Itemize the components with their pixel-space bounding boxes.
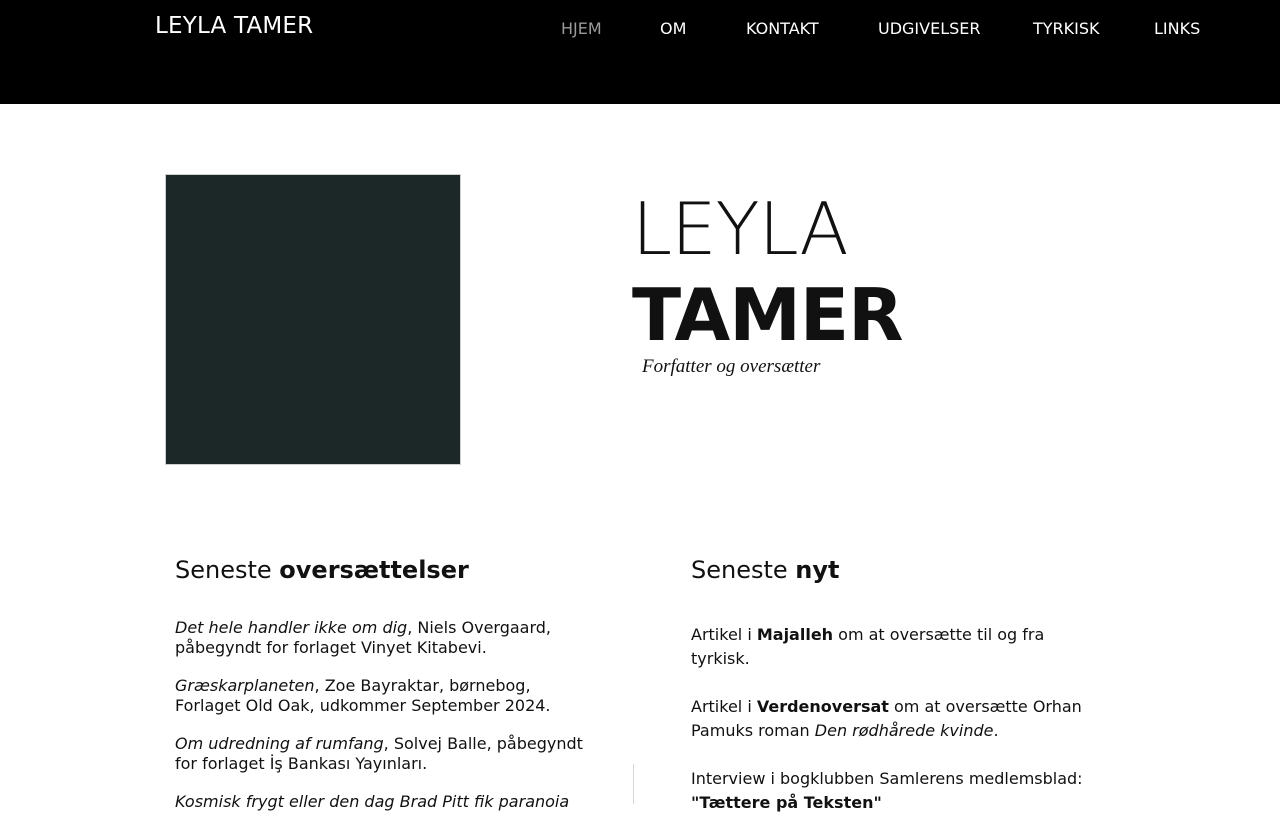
nav-item-kontakt[interactable]: KONTAKT <box>746 19 819 38</box>
translations-heading-prefix: Seneste <box>175 556 272 584</box>
news-entry <box>691 767 1091 815</box>
translation-entry <box>175 734 585 773</box>
news-text: Artikel i <box>691 625 757 644</box>
translations-heading-bold: oversættelser <box>279 556 469 584</box>
news-book-title: Den rødhårede kvinde <box>814 721 994 740</box>
translation-entry <box>175 676 585 715</box>
news-text: om at oversætte til og fra tyrkisk. <box>691 625 1045 668</box>
hero-subtitle: Forfatter og oversætter <box>642 356 821 377</box>
news-text: om at oversætte Orhan Pamuks roman <box>691 697 1082 740</box>
translation-details: , Solvej Balle, påbegyndt for forlaget İş Bankası Yayınları. <box>175 734 583 773</box>
nav-item-tyrkisk[interactable]: TYRKISK <box>1033 19 1100 38</box>
hero-first-name: LEYLA <box>632 187 848 271</box>
hero-last-name: TAMER <box>632 273 903 357</box>
news-link[interactable]: Verdenoversat <box>756 697 889 716</box>
column-divider <box>633 764 634 804</box>
news-text: Interview i bogklubben Samlerens medlemsblad: <box>691 769 1083 788</box>
site-header <box>0 0 1280 104</box>
nav-item-udgivelser[interactable]: UDGIVELSER <box>878 19 981 38</box>
news-list <box>691 623 1091 839</box>
news-heading-prefix: Seneste <box>691 556 788 584</box>
news-entry <box>691 623 1091 671</box>
translation-title: Græskarplaneten <box>175 676 315 695</box>
translation-title: Om udredning af rumfang <box>175 734 384 753</box>
nav-item-hjem[interactable]: HJEM <box>561 19 602 38</box>
translation-title: Det hele handler ikke om dig <box>175 618 408 637</box>
news-link[interactable]: Majalleh <box>756 625 834 644</box>
translations-list <box>175 618 585 831</box>
news-text: Artikel i <box>691 697 757 716</box>
news-heading <box>691 556 840 584</box>
news-heading-bold: nyt <box>795 556 840 584</box>
site-title[interactable]: LEYLA TAMER <box>155 13 314 39</box>
news-text: . <box>993 721 999 740</box>
profile-image <box>165 174 461 465</box>
translation-entry <box>175 618 585 657</box>
news-link[interactable]: "Tættere på Teksten" <box>691 793 882 812</box>
news-entry <box>691 695 1091 743</box>
nav-item-links[interactable]: LINKS <box>1154 19 1201 38</box>
translation-details: , Zoe Bayraktar, børnebog, Forlaget Old Oak, udkommer September 2024. <box>175 676 551 715</box>
translation-details: , Niels Overgaard, påbegyndt for forlaget Vinyet Kitabevi. <box>175 618 552 657</box>
translation-entry <box>175 792 585 812</box>
translations-heading <box>175 556 469 584</box>
nav-item-om[interactable]: OM <box>660 19 687 38</box>
translation-title: Kosmisk frygt eller den dag Brad Pitt fik paranoia <box>175 792 570 811</box>
